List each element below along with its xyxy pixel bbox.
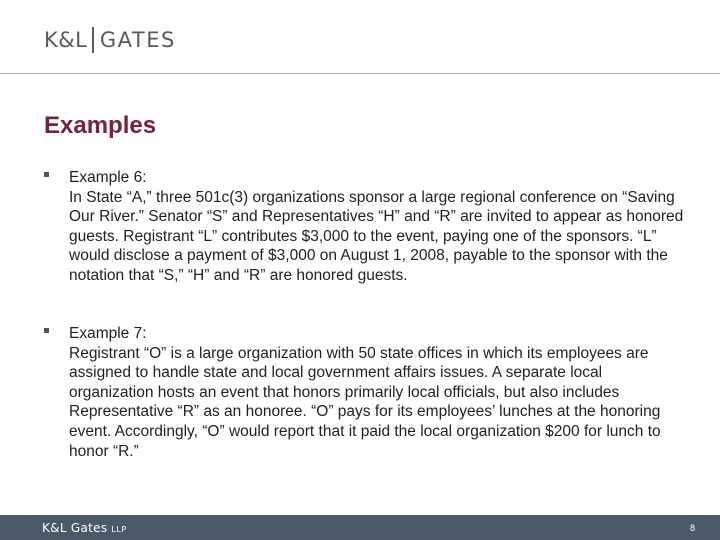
- slide-title: Examples: [44, 112, 157, 139]
- example-text: [69, 324, 684, 461]
- square-bullet-icon: [44, 172, 49, 177]
- logo-kl-text: K&L: [44, 28, 88, 52]
- example-body: In State “A,” three 501c(3) organizations sponsor a large regional conference on “Saving Our River.” Senator “S” and Representatives “H” and “R” are invited to appear as honored guests. Registrant “L” contributes $3,000 to the event, paying one of the sponsors. “L” would disclose a payment of $3,000 on August 1, 2008, payable to the sponsor with the notation that “S,” “H” and “R” are honored guests.: [69, 188, 684, 284]
- footer-logo-text: K&L Gates: [42, 521, 108, 535]
- footer-logo: [42, 521, 127, 535]
- page-number: 8: [689, 523, 695, 533]
- logo-gates-text: GATES: [99, 28, 176, 52]
- footer-logo-suffix: LLP: [111, 525, 127, 534]
- square-bullet-icon: [44, 328, 49, 333]
- header-rule: [0, 73, 720, 74]
- logo-divider: [92, 27, 94, 53]
- example-text: [69, 168, 684, 286]
- company-logo: [44, 27, 176, 53]
- footer-bar: [0, 515, 720, 540]
- example-heading: Example 7:: [69, 325, 147, 342]
- example-body: Registrant “O” is a large organization with 50 state offices in which its employees are assigned to handle state and local government affairs issues. A separate local organization hosts an event that honors primarily local officials, but also includes Representative “R” as an honoree. “O” pays for its employees’ lunches at the honoring event. Accordingly, “O” would report that it paid the local organization $200 for lunch to honor “R.”: [69, 344, 661, 460]
- example-heading: Example 6:: [69, 169, 147, 186]
